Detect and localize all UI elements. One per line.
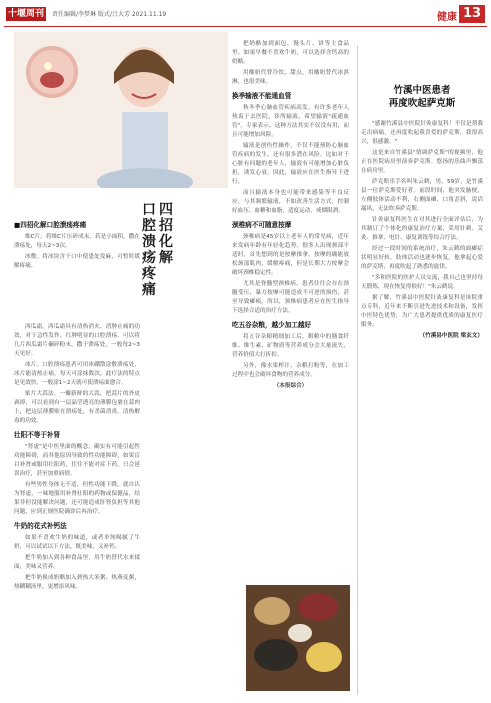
paragraph: 萨克斯乐手名叫朱云鹤，男，59岁，是竹溪县一位萨克斯爱好者。前段时间，他突发脑梗，左侧肢体活动不利，右侧面瘫，口角歪斜，说话漏风，无法吹奏萨克斯。 bbox=[361, 179, 483, 212]
page-number: 13 bbox=[459, 5, 485, 23]
paragraph: 冰敷。将冰块含于口中使患处发麻，可暂时缓解疼痛。 bbox=[14, 254, 140, 269]
column-1-bottom bbox=[14, 323, 140, 594]
paragraph: 把牛奶加入到各种食品里，用牛奶替代水来揉面，美味又营养。 bbox=[14, 555, 140, 570]
paragraph: 维C片。将维C片压碎成末，若是小面积，撒在溃疡处，每天2~3次。 bbox=[14, 234, 140, 249]
paragraph: 而且输液本身也可能带来感染等不良反应，与其频繁输液，不如改善生活方式，控制好血压、血糖和血脂，适度运动，戒烟限酒。 bbox=[232, 190, 349, 214]
paragraph: "感谢竹溪县中医院针灸康复科！不仅是帮我走出病痛，还再度吹起我喜爱的萨克斯，我很高兴，很感激。" bbox=[361, 121, 483, 145]
section-heading: 颈椎病不可随意按摩 bbox=[232, 221, 292, 229]
paragraph: 另外，像水果榨汁、杂粮打粉等，在加工过程中也会破坏食物的营养成分。 bbox=[232, 363, 349, 378]
sidebar-article bbox=[361, 48, 483, 343]
section-heading: 换季输液不能通血管 bbox=[232, 92, 292, 100]
sidebar-title: 竹溪中医患者 bbox=[393, 85, 451, 96]
section-heading: 吃五谷杂粮，越少加工越好 bbox=[232, 321, 312, 329]
paragraph: 冰片。口腔溃疡患者可用冰硼散涂敷溃疡处，冰片能清热止痛，每天可涂抹数次，此疗法的特点是见效快，一般涂1~2天就可使溃疡面愈合。 bbox=[14, 362, 140, 386]
section-heading: ■四招化解口腔溃疡疼痛 bbox=[14, 221, 87, 229]
paragraph: 颈椎病是45岁以上老年人的常见病，近年来发病年龄有年轻化趋势。很多人出现颈部不适时，首先想到的是按摩推拿。按摩的确能放松颈部肌肉，缓解疼痛，但是长期大力按摩会破坏颈椎稳定性。 bbox=[232, 234, 349, 276]
section-heading: 壮阳不等于补肾 bbox=[14, 431, 61, 439]
paragraph: 将五谷杂粮精细加工后，粗粮中的膳食纤维、维生素、矿物质等营养成分会大量流失，营养价值大打折扣。 bbox=[232, 334, 349, 358]
paragraph: 这是来自竹溪县"情调萨克斯"的视频里，他正在医院病房里演奏萨克斯。悠扬的乐曲声飘荡在病房里。 bbox=[361, 150, 483, 174]
section-heading: 牛奶的花式补钙法 bbox=[14, 522, 67, 530]
paragraph: 尤其是脊髓型颈椎病，患者往往会存在颈髓受压，暴力按摩可能造成不可逆的损伤，甚至导致瘫痪。所以，颈椎病患者应在医生指导下选择合适的治疗方法。 bbox=[232, 281, 349, 314]
page-header bbox=[0, 0, 491, 26]
article-title-line-1: 四招化解 bbox=[159, 202, 173, 266]
paragraph: 输液是创伤性操作，不仅不能预防心脑血管疾病的发生，还有很多潜在风险。比如对于心脏有问题的老年人，输液有可能增加心脏负担，诱发心衰。因此，输液应在医生指导下进行。 bbox=[232, 143, 349, 185]
mouth-ulcer-photo bbox=[14, 32, 228, 188]
paragraph: 贴片大蒜法。一瓣新鲜的大蒜，把蒜片的外皮剥掉，可以看到有一层晶莹透亮的薄膜包裹在蒜肉上，把这层薄膜贴在溃疡处，有杀菌消炎、清热解毒的功效。 bbox=[14, 391, 140, 424]
paragraph: 把奶酪加到面包、馒头片、饼等主食品里。如果早餐不喜欢牛奶，可以选择含钙高的奶酪。 bbox=[232, 41, 349, 65]
editor-credits: 责任编辑/李梦琳 版式/吕大芳 2021.11.19 bbox=[52, 11, 167, 18]
paragraph: "多和医院的医护人员交流，我自己也坚持每天锻炼，现在恢复得很好！"朱云鹤说。 bbox=[361, 275, 483, 290]
article-title bbox=[142, 202, 176, 327]
source-note: （本报综合） bbox=[273, 383, 308, 389]
author-signoff: （竹溪县中医院 梁玄文） bbox=[419, 333, 483, 339]
paragraph: 用酸奶代替冷饮、甜点，用酸奶替代冰淇淋，也很美味。 bbox=[232, 70, 349, 85]
paragraph: 秋冬季心脑血管疾病高发，有许多老年人热衷于去医院，诊所输液，希望输液"疏通血管"。专家表示，这种方法其实不仅没有用，而且可能增加风险。 bbox=[232, 105, 349, 138]
paragraph: 针灸康复科医生在对其进行全面评估后，为其制订了个体化的康复治疗方案，采用针刺、艾灸、推拿、电针、康复训练等综合疗法。 bbox=[361, 217, 483, 241]
section-title: 健康 bbox=[437, 12, 457, 23]
header-rule bbox=[4, 26, 487, 27]
grains-photo bbox=[246, 585, 350, 691]
paragraph: 西瓜霜。西瓜霜具有清热消火、消肿止痛的功效，对于急性发作、红肿明显的口腔溃疡，可以将几片西瓜霜片碾碎粉末，撒于溃疡处，一般每2~3天见好。 bbox=[14, 324, 140, 357]
paragraph: 经过一段时间的系统治疗，朱云鹤的面瘫症状明显好转，肢体活动也逐步恢复。他拿起心爱的萨克斯，再度吹起了熟悉的旋律。 bbox=[361, 246, 483, 270]
paragraph: 有些男性身体无不适，但性功能下降，就自认为肾虚，一味地服用补肾壮阳的药物或保健品，结果非但没能解决问题，还可能造成肝肾负担等其他问题，应到正规医院确诊后再治疗。 bbox=[14, 482, 140, 515]
sidebar-divider bbox=[357, 45, 358, 695]
column-2 bbox=[232, 40, 349, 393]
paragraph: "肾虚"是中医里面的概念，确实有可能引起性功能障碍，而其他原因导致的性功能障碍，如果盲目补肾或服用壮阳药，往往不能对症下药，只会延误治疗，甚至加重病情。 bbox=[14, 444, 140, 477]
paragraph: 把牛奶换成奶酪加入到热大米粥、热燕麦粥，热糊糊汤里，更增添风味。 bbox=[14, 575, 140, 590]
article-title-line-2: 口腔溃疡疼痛 bbox=[142, 202, 156, 298]
sidebar-subtitle: 再度吹起萨克斯 bbox=[388, 98, 456, 109]
paragraph: 如果不喜欢牛奶的味道，或者单纯喝腻了牛奶，可以试试以下方法，既美味，又补钙。 bbox=[14, 535, 140, 550]
paragraph: 据了解，竹溪县中医院针灸康复科是该院重点专科，近年来不断引进先进技术和设备，发挥中医特色优势，为广大患者提供优质的康复医疗服务。 bbox=[361, 295, 483, 328]
masthead-brand: 十堰周刊 bbox=[7, 9, 44, 19]
column-1-top bbox=[14, 216, 140, 273]
